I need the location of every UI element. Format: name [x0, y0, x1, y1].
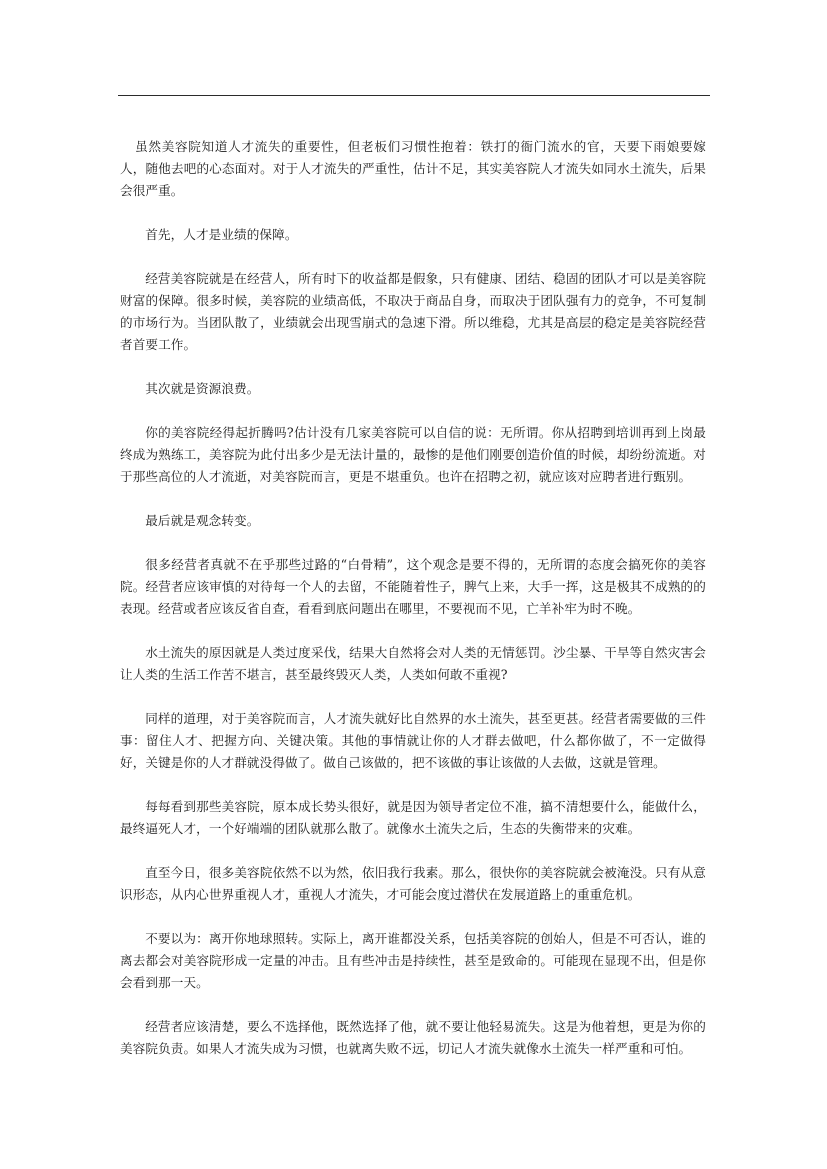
article-body: [120, 136, 706, 1082]
paragraph-heading-first: 首先，人才是业绩的保障。: [145, 227, 298, 242]
paragraph: 每每看到那些美容院，原本成长势头很好，就是因为领导者定位不准，搞不清想要什么，能做什么，最终逼死人才，一个好端端的团队就那么散了。就像水土流失之后，生态的失衡带来的灾难。: [120, 799, 706, 836]
paragraph: 直至今日，很多美容院依然不以为然，依旧我行我素。那么，很快你的美容院就会被淹没。只有从意识形态，从内心世界重视人才，重视人才流失，才可能会度过潜伏在发展道路上的重重危机。: [120, 865, 706, 902]
paragraph: 同样的道理，对于美容院而言，人才流失就好比自然界的水土流失，甚至更甚。经营者需要做的三件事：留住人才、把握方向、关键决策。其他的事情就让你的人才群去做吧，什么都你做了，不一定做得好，关键是你的人才群就没得做了。做自己该做的，把不该做的事让该做的人去做，这就是管理。: [120, 711, 706, 770]
paragraph: 经营美容院就是在经营人，所有时下的收益都是假象，只有健康、团结、稳固的团队才可以是美容院财富的保障。很多时候，美容院的业绩高低，不取决于商品自身，而取决于团队强有力的竞争，不可复制的市场行为。当团队散了，业绩就会出现雪崩式的急速下滑。所以维稳，尤其是高层的稳定是美容院经营者首要工作。: [120, 271, 706, 352]
paragraph: 水土流失的原因就是人类过度采伐，结果大自然将会对人类的无情惩罚。沙尘暴、干旱等自然灾害会让人类的生活工作苦不堪言，甚至最终毁灭人类，人类如何敢不重视?: [120, 645, 706, 682]
paragraph-heading-last: 最后就是观念转变。: [145, 513, 260, 528]
paragraph-intro: 虽然美容院知道人才流失的重要性，但老板们习惯性抱着：铁打的衙门流水的官，天要下雨娘要嫁人，随他去吧的心态面对。对于人才流失的严重性，估计不足，其实美容院人才流失如同水土流失，后果会很严重。: [120, 139, 706, 198]
paragraph: 不要以为：离开你地球照转。实际上，离开谁都没关系，包括美容院的创始人，但是不可否认，谁的离去都会对美容院形成一定量的冲击。且有些冲击是持续性，甚至是致命的。可能现在显现不出，但是你会看到那一天。: [120, 931, 706, 990]
paragraph: 很多经营者真就不在乎那些过路的“白骨精”，这个观念是要不得的，无所谓的态度会搞死你的美容院。经营者应该审慎的对待每一个人的去留，不能随着性子，脾气上来，大手一挥，这是极其不成熟的的表现。经营或者应该反省自查，看看到底问题出在哪里，不要视而不见，亡羊补牢为时不晚。: [120, 557, 706, 616]
paragraph: 你的美容院经得起折腾吗?估计没有几家美容院可以自信的说：无所谓。你从招聘到培训再到上岗最终成为熟练工，美容院为此付出多少是无法计量的，最惨的是他们刚要创造价值的时候，却纷纷流逝。对于那些高位的人才流逝，对美容院而言，更是不堪重负。也许在招聘之初，就应该对应聘者进行甄别。: [120, 425, 706, 484]
header-divider: [118, 95, 710, 96]
paragraph-conclusion: 经营者应该清楚，要么不选择他，既然选择了他，就不要让他轻易流失。这是为他着想，更是为你的美容院负责。如果人才流失成为习惯，也就离失败不远，切记人才流失就像水土流失一样严重和可怕。: [120, 1019, 706, 1056]
paragraph-heading-second: 其次就是资源浪费。: [145, 381, 260, 396]
